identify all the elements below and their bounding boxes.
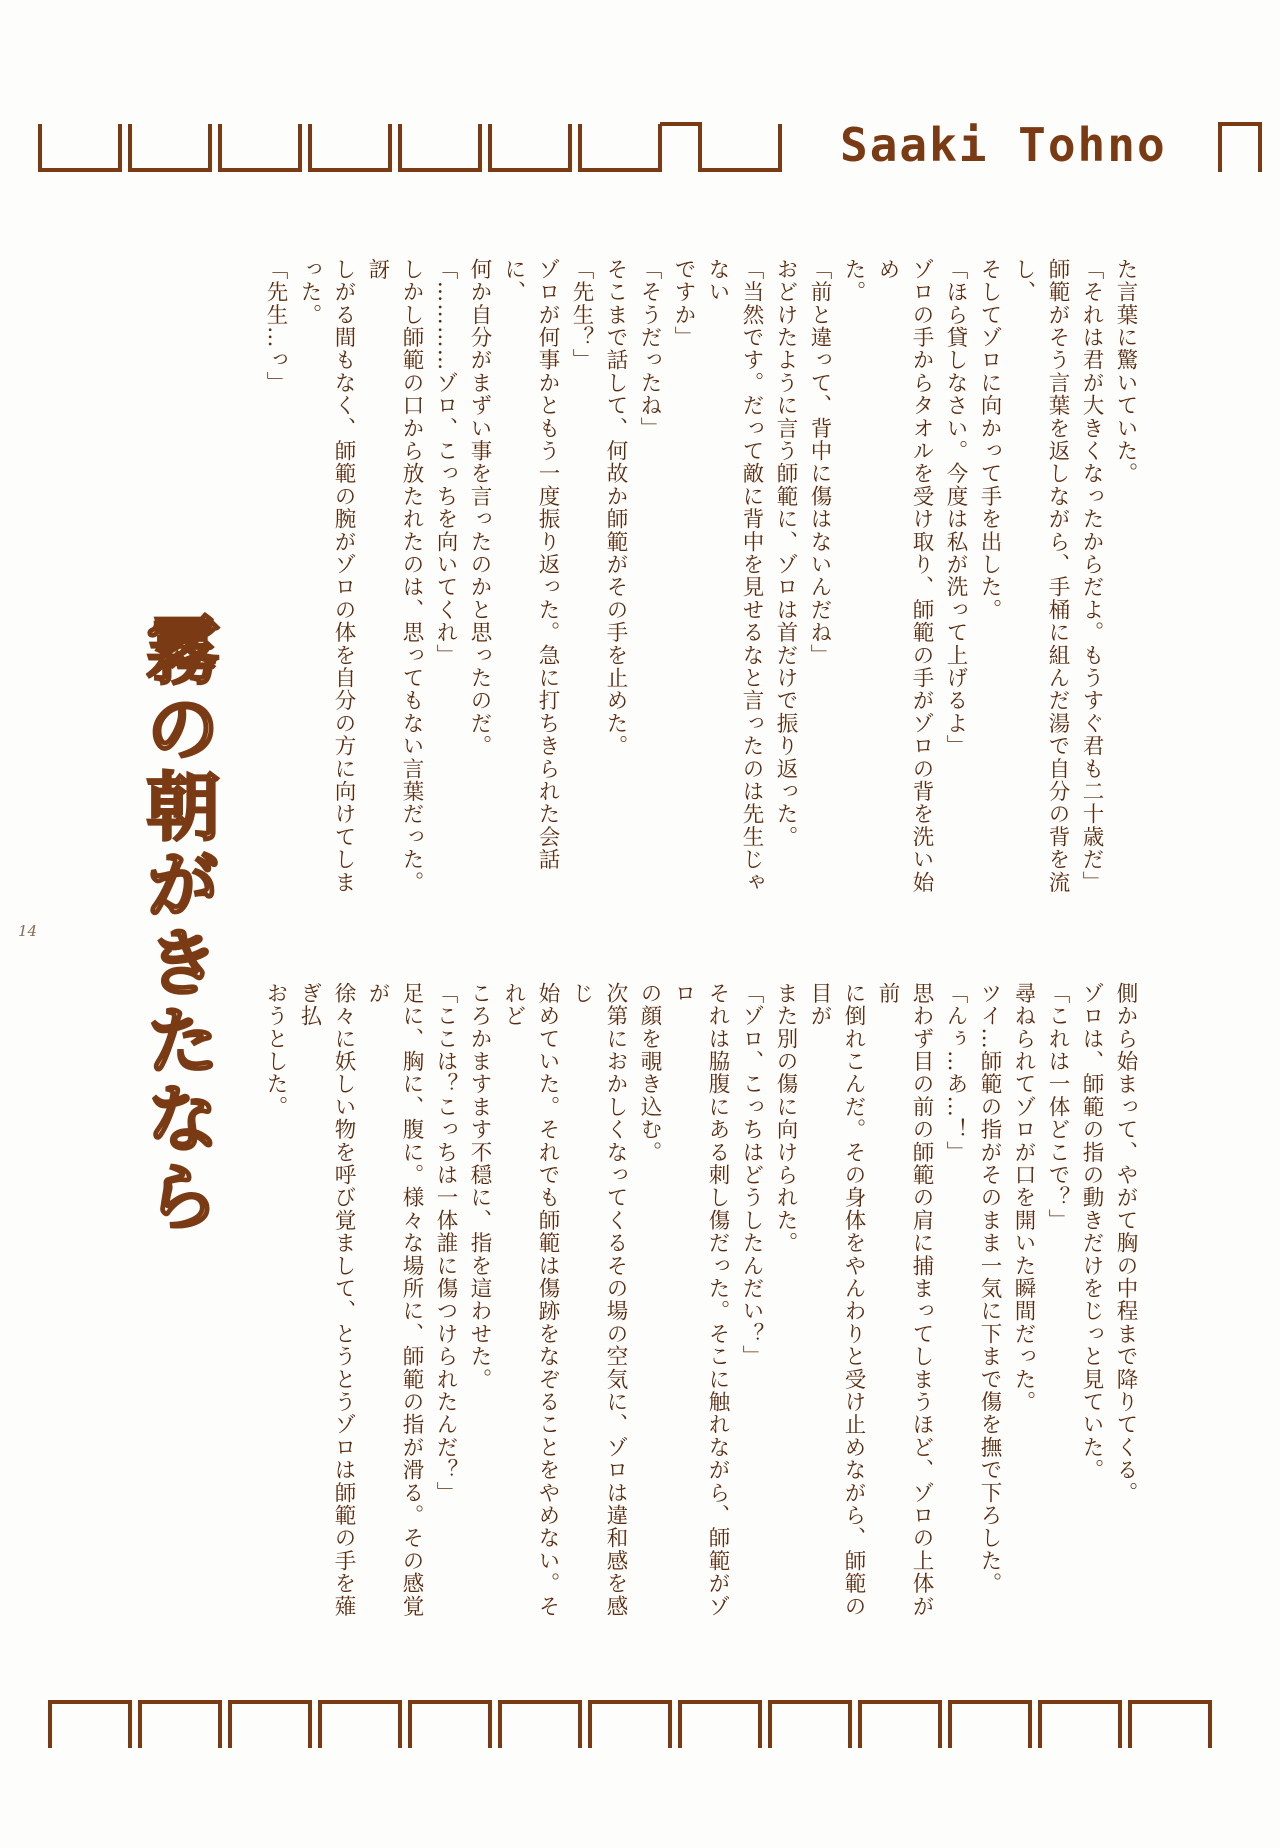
corner-bracket <box>1200 112 1270 182</box>
body-text-bottom: 側から始まって、やがて胸の中程まで降りてくる。 ゾロは、師範の指の動きだけをじっと見ていた。 「これは一体どこで？」 尋ねられてゾロが口を開いた瞬間だった。 ツイ…師範の指がそのまま一気に下まで傷を撫で下ろした。 「んぅ…あ…！」 思わず目の前の師範の肩に捕まってしまうほど、ゾロの上体が前 に倒れこんだ。その身体をやんわりと受け止めながら、師範の目が また別の傷に向けられた。 「ゾロ、こっちはどうしたんだい？」 それは脇腹にある刺し傷だった。そこに触れながら、師範がゾロ の顔を覗き込む。 次第におかしくなってくるその場の空気に、ゾロは違和感を感じ 始めていた。それでも師範は傷跡をなぞることをやめない。それど ころかますます不穏に、指を這わせた。 「ここは？こっちは一体誰に傷つけられたんだ？」 足に、胸に、腹に。様々な場所に、師範の指が滑る。その感覚が 徐々に妖しい物を呼び覚まして、とうとうゾロは師範の手を薙ぎ払 おうとした。 <box>263 982 1138 1618</box>
page-number: 14 <box>18 922 38 940</box>
story-title: 霧の朝がきたなら <box>134 612 220 1236</box>
top-wave-border <box>0 112 820 182</box>
bottom-wave-border <box>30 1690 1270 1760</box>
body-text-top: た言葉に驚いていた。 「それは君が大きくなったからだよ。もうすぐ君も二十歳だ」 師範がそう言葉を返しながら、手桶に組んだ湯で自分の背を流し、 そしてゾロに向かって手を出した。 「ほら貸しなさい。今度は私が洗って上げるよ」 ゾロの手からタオルを受け取り、師範の手がゾロの背を洗い始め た。 「前と違って、背中に傷はないんだね」 おどけたように言う師範に、ゾロは首だけで振り返った。 「当然です。だって敵に背中を見せるなと言ったのは先生じゃない ですか」 「そうだったね」 そこまで話して、何故か師範がその手を止めた。 「先生？」 ゾロが何事かともう一度振り返った。急に打ちきられた会話に、 何か自分がまずい事を言ったのかと思ったのだ。 「…………ゾロ、こっちを向いてくれ」 しかし師範の口から放たれたのは、思ってもない言葉だった。訝 しがる間もなく、師範の腕がゾロの体を自分の方に向けてしまった。 「先生…っ」 <box>263 258 1138 894</box>
author-name: Saaki Tohno <box>840 118 1167 172</box>
